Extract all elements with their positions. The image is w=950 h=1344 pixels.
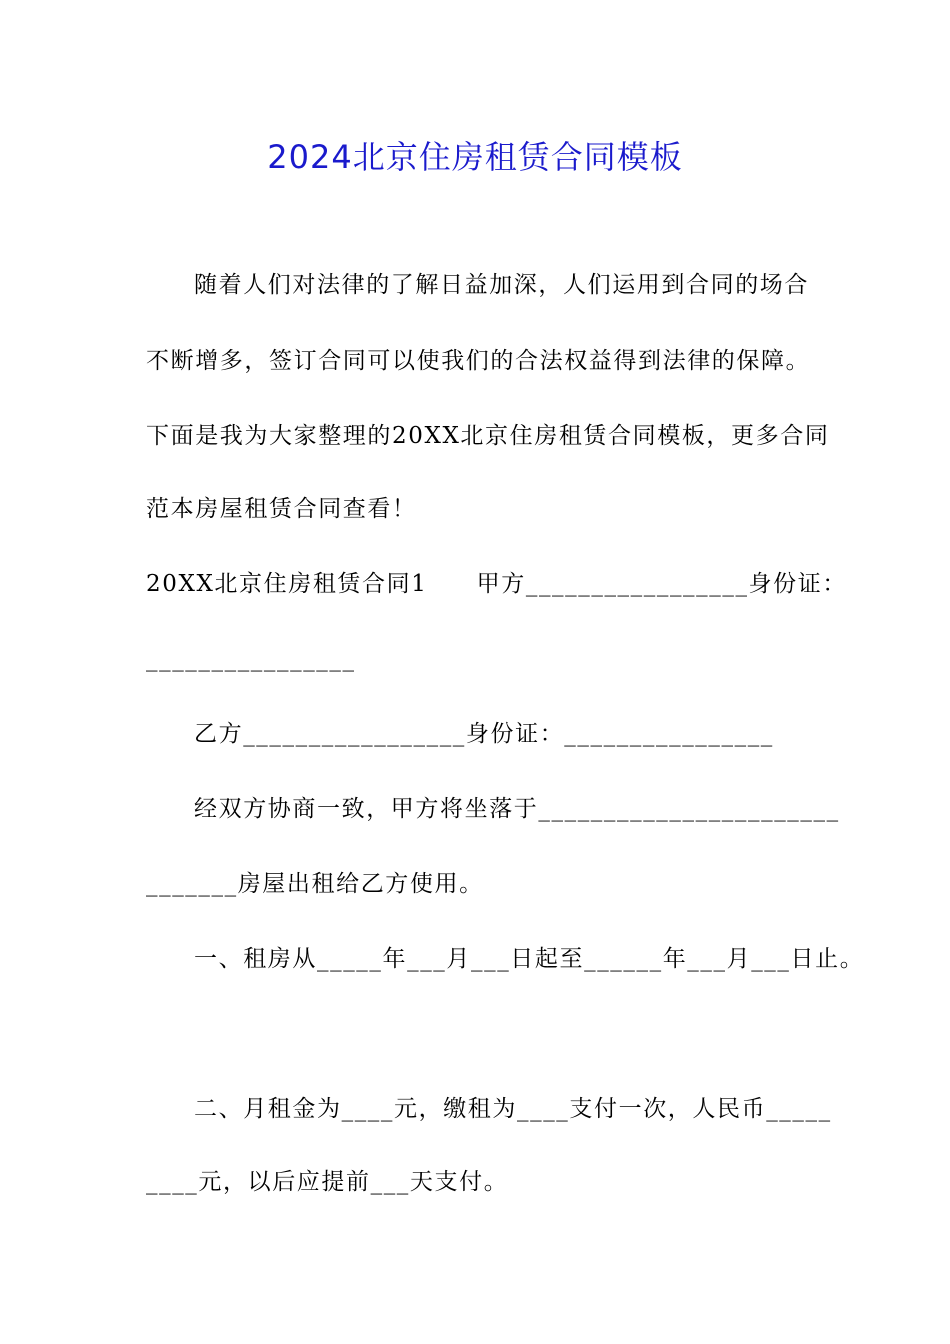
contract-heading-party-a: 20XX北京住房租赁合同1 甲方_________________身份证：: [146, 571, 847, 597]
party-a-id-blank: ________________: [146, 646, 356, 672]
party-b-line: 乙方_________________身份证：________________: [194, 721, 774, 747]
paragraph-line-1: 随着人们对法律的了解日益加深，人们运用到合同的场合: [194, 272, 809, 298]
document-title: 2024北京住房租赁合同模板: [267, 138, 683, 176]
paragraph-line-4: 范本房屋租赁合同查看！: [146, 496, 417, 522]
property-location-line: 经双方协商一致，甲方将坐落于_______________________: [194, 796, 840, 822]
paragraph-line-3: 下面是我为大家整理的20XX北京住房租赁合同模板，更多合同: [146, 423, 830, 449]
property-usage-line: _______房屋出租给乙方使用。: [146, 871, 484, 897]
clause-2-rent: 二、月租金为____元，缴租为____支付一次，人民币_____: [194, 1096, 832, 1122]
clause-1-lease-term: 一、租房从_____年___月___日起至______年___月___日止。: [194, 946, 865, 972]
clause-2-rent-continued: ____元，以后应提前___天支付。: [146, 1169, 509, 1195]
paragraph-line-2: 不断增多，签订合同可以使我们的合法权益得到法律的保障。: [146, 348, 811, 374]
